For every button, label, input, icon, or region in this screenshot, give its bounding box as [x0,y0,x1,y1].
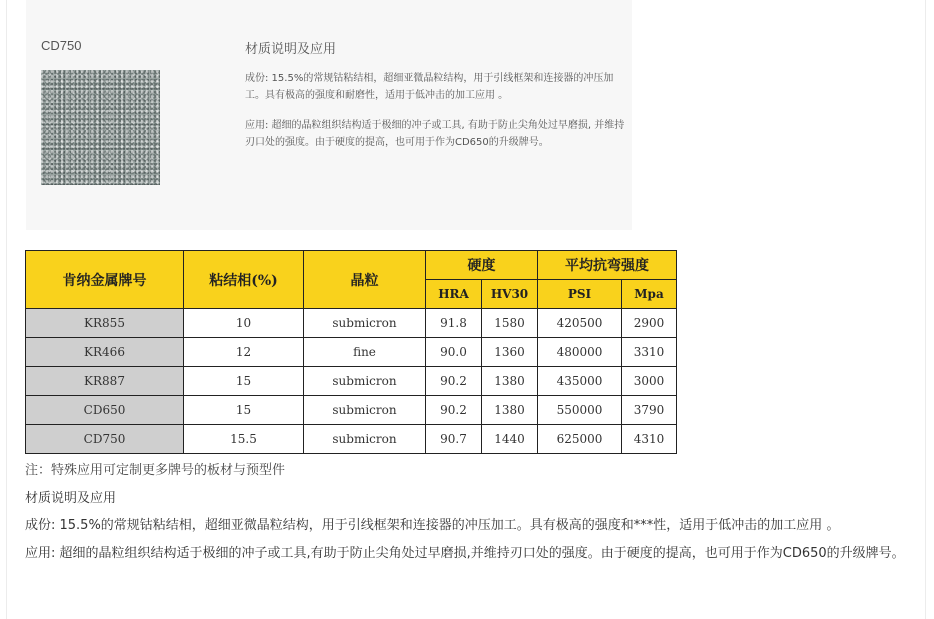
card-grade-label: CD750 [41,38,82,53]
table-row [26,338,677,367]
composition-paragraph: 成份: 15.5%的常规钴粘结相，超细亚微晶粒结构，用于引线框架和连接器的冲压加工。具有极高的强度和***性，适用于低冲击的加工应用 。 [25,518,840,533]
cell-hv30: 1380 [482,396,538,425]
cell-mpa: 3310 [622,338,677,367]
table-note: 注：特殊应用可定制更多牌号的板材与预型件 [25,463,286,478]
cell-grain: fine [304,338,426,367]
cell-binder: 15.5 [184,425,304,454]
cell-mpa: 3790 [622,396,677,425]
cell-binder: 12 [184,338,304,367]
cell-grade: KR466 [26,338,184,367]
cell-hv30: 1440 [482,425,538,454]
cell-hv30: 1380 [482,367,538,396]
cell-hra: 90.2 [426,396,482,425]
cell-psi: 625000 [538,425,622,454]
application-paragraph: 应用: 超细的晶粒组织结构适于极细的冲子或工具,有助于防止尖角处过早磨损,并维持刃口处的强度。由于硬度的提高，也可用于作为CD650的升级牌号。 [25,546,905,561]
cell-hra: 90.7 [426,425,482,454]
table-row [26,396,677,425]
cell-grade: CD650 [26,396,184,425]
header-grade: 肯纳金属牌号 [26,251,184,309]
product-card [26,0,632,230]
cell-grain: submicron [304,425,426,454]
cell-grade: CD750 [26,425,184,454]
cell-mpa: 3000 [622,367,677,396]
header-hra: HRA [426,280,482,309]
cell-mpa: 4310 [622,425,677,454]
card-composition-text: 成份: 15.5%的常规钴粘结相，超细亚微晶粒结构，用于引线框架和连接器的冲压加工。具有极高的强度和耐磨性，适用于低冲击的加工应用 。 [245,73,614,101]
cell-grain: submicron [304,367,426,396]
grade-spec-table [25,250,677,454]
cell-hra: 90.2 [426,367,482,396]
header-hv30: HV30 [482,280,538,309]
cell-mpa: 2900 [622,309,677,338]
cell-psi: 435000 [538,367,622,396]
cell-psi: 480000 [538,338,622,367]
header-psi: PSI [538,280,622,309]
table-row [26,425,677,454]
cell-hra: 91.8 [426,309,482,338]
table-row [26,309,677,338]
table-row [26,367,677,396]
cell-hv30: 1360 [482,338,538,367]
header-binder: 粘结相(%) [184,251,304,309]
header-hardness: 硬度 [426,251,538,280]
card-application-text: 应用: 超细的晶粒组织结构适于极细的冲子或工具, 有助于防止尖角处过早磨损, 并维持刃口处的强度。由于硬度的提高，也可用于作为CD650的升级牌号。 [245,120,625,148]
cell-binder: 15 [184,396,304,425]
cell-grain: submicron [304,396,426,425]
cell-hv30: 1580 [482,309,538,338]
cell-grain: submicron [304,309,426,338]
header-strength: 平均抗弯强度 [538,251,677,280]
cell-binder: 15 [184,367,304,396]
cell-grade: KR887 [26,367,184,396]
cell-hra: 90.0 [426,338,482,367]
cell-binder: 10 [184,309,304,338]
header-mpa: Mpa [622,280,677,309]
cell-psi: 420500 [538,309,622,338]
material-swatch-image [41,70,160,185]
cell-grade: KR855 [26,309,184,338]
cell-psi: 550000 [538,396,622,425]
card-heading: 材质说明及应用 [245,42,337,57]
section-title: 材质说明及应用 [25,491,117,506]
header-grain: 晶粒 [304,251,426,309]
